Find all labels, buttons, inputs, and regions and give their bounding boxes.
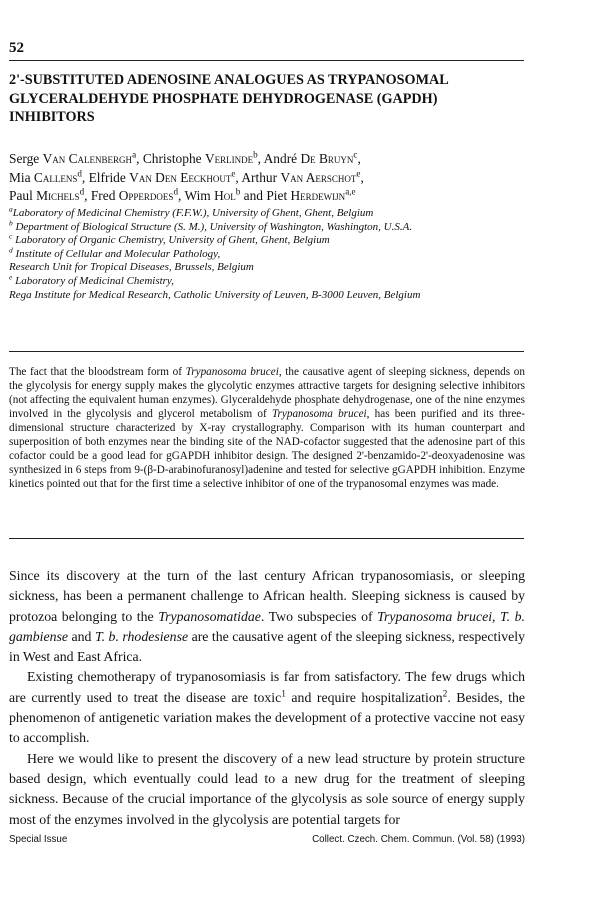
author-last-name: Hol xyxy=(214,188,236,203)
author-first-name: Fred xyxy=(90,188,119,203)
author-separator: and xyxy=(240,188,267,203)
author-name xyxy=(91,188,178,203)
affiliation xyxy=(9,289,529,303)
author-name xyxy=(184,188,240,203)
affiliation-marker: d xyxy=(173,186,178,197)
author-name xyxy=(241,170,360,185)
footer-citation: Collect. Czech. Chem. Commun. (Vol. 58) (1993) xyxy=(312,834,525,845)
affiliation-marker: a xyxy=(132,149,137,160)
abstract xyxy=(9,365,525,491)
author-separator: , xyxy=(257,151,264,166)
author-last-name: Verlinde xyxy=(204,151,254,166)
abstract-italic: Trypanosoma brucei xyxy=(271,408,367,421)
author-last-name: Michels xyxy=(36,188,80,203)
affiliation-marker: e xyxy=(9,272,13,282)
paragraph xyxy=(9,749,525,830)
author-line xyxy=(9,187,529,206)
paragraph-text: Existing chemotherapy of trypanosomiasis is far from satisfactory. The few drugs which are currently used to treat the disease are toxic xyxy=(9,669,525,705)
paragraph-text: . Besides, the phenomenon of antigenetic variation makes the development of a protective vaccine not easy to accomplish. xyxy=(9,689,525,746)
author-name xyxy=(266,188,355,203)
abstract-bottom-rule xyxy=(9,538,524,539)
author-list xyxy=(9,150,529,206)
body-text xyxy=(9,566,525,830)
affiliation-text: Laboratory of Medicinal Chemistry (F.F.W.), University of Ghent, Ghent, Belgium xyxy=(12,207,374,219)
author-first-name: Serge xyxy=(9,151,43,166)
affiliation-marker: c xyxy=(9,231,13,241)
author-first-name: Paul xyxy=(9,188,37,203)
paragraph-text: . Two subspecies of xyxy=(260,608,378,624)
affiliation-text: Research Unit for Tropical Diseases, Brussels, Belgium xyxy=(9,261,254,274)
author-name xyxy=(143,151,258,166)
author-first-name: Elfride xyxy=(88,169,130,185)
affiliation-marker: b xyxy=(253,149,258,160)
author-separator: , xyxy=(81,169,89,185)
abstract-italic: Trypanosoma brucei xyxy=(185,366,279,378)
author-first-name: Christophe xyxy=(142,151,205,166)
paragraph xyxy=(9,667,525,748)
abstract-top-rule xyxy=(9,351,524,352)
author-first-name: Arthur xyxy=(241,169,281,185)
header-rule xyxy=(9,60,524,61)
affiliation-marker: d xyxy=(9,245,13,255)
affiliation-marker: a xyxy=(9,204,13,214)
abstract-text: The fact that the bloodstream form of xyxy=(9,366,186,378)
affiliation-marker: c xyxy=(353,149,358,160)
paragraph-text: are the causative agent of the sleeping sickness, respectively in West and East Africa. xyxy=(9,628,525,665)
author-first-name: Piet xyxy=(266,188,291,203)
paragraph xyxy=(9,566,525,667)
affiliation-list xyxy=(9,204,529,302)
author-name xyxy=(263,149,361,166)
author-last-name: Opperdoes xyxy=(118,188,174,203)
author-first-name: Mia xyxy=(9,169,34,185)
author-last-name: Van Aerschot xyxy=(280,169,357,185)
affiliation-marker: b xyxy=(235,186,241,197)
affiliation-text: Institute of Cellular and Molecular Pathology, xyxy=(12,247,221,260)
author-name xyxy=(9,170,82,185)
affiliation-marker: e xyxy=(356,168,361,179)
author-line xyxy=(9,150,529,169)
paragraph-text: Since its discovery at the turn of the last century African trypanosomiasis, or sleeping sickness, has been a permanent challenge to African health. Sleeping sickness is caused by protozoa belonging to the xyxy=(9,568,525,624)
paragraph-text: and xyxy=(68,628,95,644)
abstract-text: , the causative agent of sleeping sickness, depends on the glycolysis for energy supply makes the glycolytic enzymes attractive targets for designing selective inhibitors (not affecting the equivalent human enzymes). Glyceraldehyde phosphate dehydrogenase, one of the nine enzymes involved in the glycolysis and glycerol metabolism of xyxy=(9,366,525,421)
affiliation-text: Laboratory of Organic Chemistry, University of Ghent, Ghent, Belgium xyxy=(12,234,330,247)
author-separator: , xyxy=(136,151,143,166)
affiliation-text: Rega Institute for Medical Research, Catholic University of Leuven, B-3000 Leuven, Belgium xyxy=(9,288,421,301)
footer-issue: Special Issue xyxy=(9,834,68,845)
affiliation xyxy=(9,231,529,248)
author-separator: , xyxy=(178,188,185,203)
author-last-name: Callens xyxy=(33,169,78,185)
author-last-name: De Bruyn xyxy=(300,151,354,166)
author-last-name: Van Calenbergh xyxy=(42,151,133,166)
affiliation-marker: b xyxy=(9,217,13,227)
affiliation-marker: d xyxy=(79,186,85,197)
affiliation-text: Laboratory of Medicinal Chemistry, xyxy=(12,274,174,287)
author-separator: , xyxy=(357,151,361,166)
affiliation xyxy=(9,204,529,221)
affiliation xyxy=(9,245,529,262)
author-line xyxy=(9,169,529,188)
author-first-name: André xyxy=(263,151,301,166)
author-first-name: Wim xyxy=(184,188,215,203)
abstract-text: , has been purified and its three-dimensional structure characterized by X-ray crystallography. Comparison with its human counterpart and superposition of both enzymes near the binding site of the NAD-cofactor suggested that the adenosine part of this cofactor could be a good lead for gGAPDH inhibitor design. The designed 2'-benzamido-2'-deoxyadenosine was synthesized in 6 steps from 9-(β-D-arabinofuranosyl)adenine and tested for selective gGAPDH inhibition. Enzyme kinetics pointed out that for the first time a selective inhibitor of one of the trypanosomal enzymes was made. xyxy=(9,408,525,491)
affiliation-text: Department of Biological Structure (S. M.), University of Washington, Washington, U.S.A. xyxy=(12,220,413,233)
affiliation xyxy=(9,272,529,289)
reference-marker: 1 xyxy=(281,689,286,700)
paragraph-text: and require hospitalization xyxy=(285,689,443,705)
paragraph-text: Here we would like to present the discovery of a new lead structure by protein structure based design, which eventually could lead to a new drug for the treatment of sleeping sickness. Because of the crucial importance of the glycolysis as sole source of energy supply most of the enzymes involved in the glycolysis are potential targets for xyxy=(9,750,525,827)
author-separator: , xyxy=(235,169,242,185)
italic-text: Trypanosomatidae xyxy=(158,608,261,624)
affiliation xyxy=(9,261,529,275)
author-last-name: Herdewijn xyxy=(290,188,346,203)
author-name xyxy=(9,188,84,203)
author-separator: , xyxy=(360,169,364,185)
page-number: 52 xyxy=(9,40,24,56)
italic-text: Trypanosoma brucei, T. b. gambiense xyxy=(9,608,525,644)
italic-text: T. b. rhodesiense xyxy=(94,628,189,644)
author-name xyxy=(9,151,136,166)
paper-title: 2'-SUBSTITUTED ADENOSINE ANALOGUES AS TRYPANOSOMAL GLYCERALDEHYDE PHOSPHATE DEHYDROGENASE (GAPDH) INHIBITORS xyxy=(9,72,448,125)
affiliation-marker: d xyxy=(77,168,82,179)
author-last-name: Van Den Eeckhout xyxy=(129,169,232,185)
affiliation xyxy=(9,217,529,235)
reference-marker: 2 xyxy=(442,689,448,700)
affiliation-marker: e xyxy=(231,168,236,179)
author-separator: , xyxy=(84,188,91,203)
author-name xyxy=(89,170,236,185)
affiliation-marker: a,e xyxy=(345,186,356,197)
